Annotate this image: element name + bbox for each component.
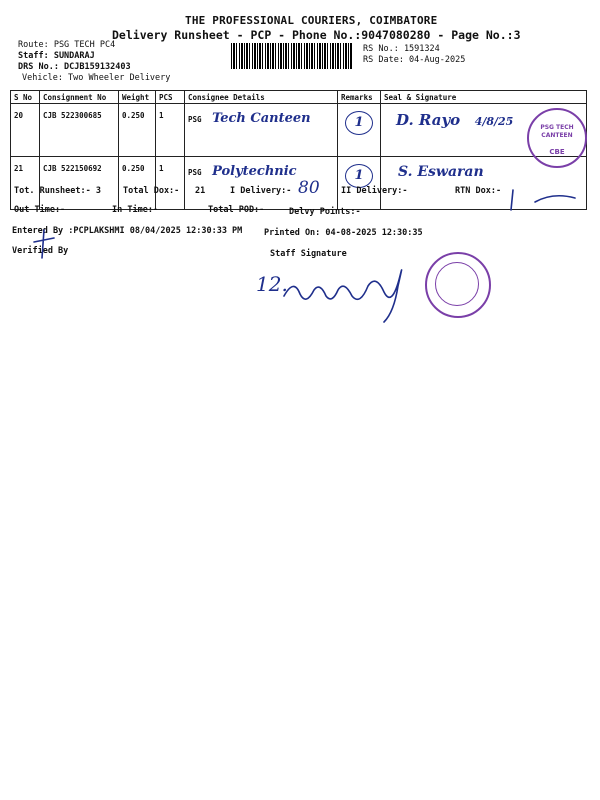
printed-on-text: Printed On: 04-08-2025 12:30:35 (264, 228, 423, 238)
staff-sign-prefix: 12. (256, 272, 288, 296)
receiver-signature: S. Eswaran (398, 164, 484, 180)
row-remarks (338, 104, 381, 157)
out-time-label: Out Time:- (14, 205, 66, 215)
route-text: Route: PSG TECH PC4 (18, 40, 116, 50)
row-consignee (185, 104, 338, 157)
seal-text-city: CBE (549, 148, 565, 156)
row-remarks (338, 157, 381, 210)
consignee-code: PSG (188, 168, 202, 177)
verifier-initial-mark (30, 228, 60, 262)
total-dox-value: 21 (195, 186, 206, 196)
consignee-handwritten: Polytechnic (212, 164, 297, 179)
rs-no-text: RS No.: 1591324 (363, 44, 440, 54)
barcode-image (231, 43, 353, 69)
drs-text: DRS No.: DCJB159132403 (18, 62, 131, 72)
table-header-row (11, 91, 587, 104)
total-pod-label: Total POD:- (208, 205, 265, 215)
tot-runsheet: Tot. Runsheet:- 3 (14, 186, 101, 196)
table-row (11, 104, 587, 157)
header-consignment: Consignment No (40, 91, 119, 104)
row-consignment: CJB 522300685 (40, 104, 119, 157)
staff-handwritten-signature (280, 256, 430, 326)
runsheet-title: Delivery Runsheet - PCP - Phone No.:9047080280 - Page No.:3 (112, 28, 521, 42)
entered-by-text: Entered By :PCPLAKSHMI 08/04/2025 12:30:33 PM (12, 226, 243, 236)
company-title: THE PROFESSIONAL COURIERS, COIMBATORE (185, 14, 438, 27)
row-consignment: CJB 522150692 (40, 157, 119, 210)
rtn-dox-label: RTN Dox:- (455, 186, 502, 196)
row-weight: 0.250 (119, 157, 156, 210)
row-pcs: 1 (156, 104, 185, 157)
header-seal-signature: Seal & Signature (381, 91, 587, 104)
rs-date-text: RS Date: 04-Aug-2025 (363, 55, 466, 65)
header-weight: Weight (119, 91, 156, 104)
verified-by-label: Verified By (12, 246, 69, 256)
total-dox-label: Total Dox:- (123, 186, 180, 196)
rtn-handwritten-mark (505, 186, 585, 214)
remark-circled: 1 (345, 111, 373, 135)
header-remarks: Remarks (338, 91, 381, 104)
i-delivery-handwritten: 80 (298, 178, 320, 198)
header-pcs: PCS (156, 91, 185, 104)
row-weight: 0.250 (119, 104, 156, 157)
sign-date: 4/8/25 (474, 115, 514, 128)
row-sno: 20 (11, 104, 40, 157)
seal-text: PSG TECH CANTEEN (540, 124, 574, 139)
consignee-code: PSG (188, 115, 202, 124)
receiver-signature: D. Rayo (396, 111, 461, 129)
in-time-label: In Time:- (112, 205, 159, 215)
remark-circled: 1 (345, 164, 373, 188)
row-pcs: 1 (156, 157, 185, 210)
header-consignee: Consignee Details (185, 91, 338, 104)
vehicle-text: Vehicle: Two Wheeler Delivery (22, 73, 171, 83)
canteen-seal-stamp (527, 108, 587, 168)
consignee-handwritten: Tech Canteen (212, 111, 311, 126)
i-delivery-label: I Delivery:- (230, 186, 292, 196)
tpc-seal-inner-ring (435, 262, 479, 306)
ii-delivery-label: II Delivery:- (341, 186, 408, 196)
staff-text: Staff: SUNDARAJ (18, 51, 95, 61)
staff-signature-label: Staff Signature (270, 249, 347, 259)
header-sno: S No (11, 91, 40, 104)
row-sno: 21 (11, 157, 40, 210)
delvy-points-label: Delvy Points:- (289, 207, 361, 217)
tpc-seal-stamp (425, 252, 491, 318)
